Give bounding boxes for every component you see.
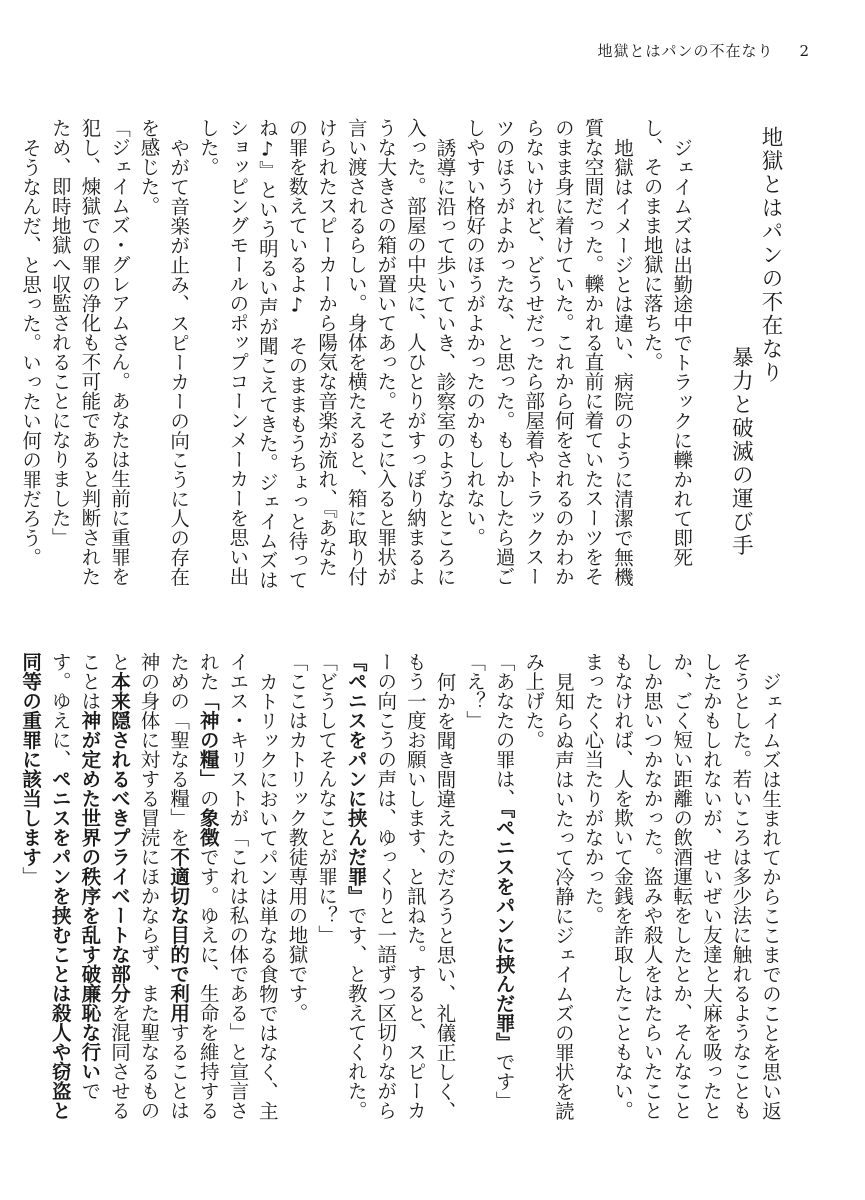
paragraph: ジェイムズは生まれてからここまでのことを思い返そうとした。若いころは多少法に触れるようなこともしたかもしれないが、せいぜい友達と大麻を吸ったとか、ごく短い距離の飲酒運転をしたとか、そんなことしか思いつかなかった。盗みや殺人をはたらいたこともなければ、人を欺いて金銭を詐取したこともない。まったく心当たりがなかった。 xyxy=(581,652,782,1120)
bold-phrase: 「神の糧」 xyxy=(196,691,220,789)
dialogue-paragraph xyxy=(489,652,519,1134)
dialogue-paragraph: 「ここはカトリック教徒専用の地獄です。 xyxy=(285,652,309,1023)
dialogue-paragraph: 「ジェイムズ・グレアムさん。あなたは生前に重罪を犯し、煉獄での罪の浄化も不可能であると判断されたため、即時地獄へ収監されることになりました」 xyxy=(48,118,131,586)
paragraph: 地獄はイメージとは違い、病院のように清潔で無機質な空間だった。轢かれる直前に着ていたスーツをそのまま身に着けていた。これから何をされるのかわからないけれど、どうせだったら部屋着やトラックスーツのほうがよかったな、と思った。もしかしたら過ごしやすい格好のほうがよかったのかもしれない。 xyxy=(463,118,635,586)
bold-phrase: 本来隠されるべきプライベートな部分 xyxy=(107,671,131,1003)
text-band-top xyxy=(19,118,785,592)
text-run: です、と教えてくれた。 xyxy=(344,905,368,1120)
text-run: 何かを聞き間違えたのだろうと思い、礼儀正しく、もう一度お願いします、と訊ねた。すると、スピーカーの向こうの声は、ゆっくりと一語ずつ区切りながら xyxy=(374,652,457,1120)
text-run: です」 xyxy=(492,1051,516,1111)
page-number: 2 xyxy=(799,42,810,60)
running-header xyxy=(597,40,810,61)
paragraph: そうなんだ、と思った。いったい何の罪だろう。 xyxy=(19,137,43,567)
paragraph: ジェイムズは出勤途中でトラックに轢かれて即死し、そのまま地獄に落ちた。 xyxy=(640,118,694,567)
text-run: の xyxy=(196,788,220,808)
paragraph xyxy=(341,652,459,1134)
text-band-bottom xyxy=(19,652,785,1134)
bold-phrase: ペニスをパンを挟むことは殺人や窃盗と同等の重罪に該当します xyxy=(19,652,72,1120)
bold-phrase: 神が定めた世界の秩序を乱す破廉恥な行い xyxy=(78,710,102,1081)
running-title: 地獄とはパンの不在なり xyxy=(597,42,774,60)
text-run: することは神の身体に対する冒涜にほかならず、また聖なるものと xyxy=(107,652,191,1120)
bold-phrase: 象徴 xyxy=(196,808,220,847)
story-title: 地獄とはパンの不在なり xyxy=(758,126,783,385)
text-run: を混同させることは xyxy=(78,652,131,1120)
story-title-block xyxy=(755,118,785,592)
paragraph: 見知らぬ声はいたって冷静にジェイムズの罪状を読み上げた。 xyxy=(522,652,575,1120)
text-run: カトリックにおいてパンは単なる食物ではなく、主イエス・キリストが「これは私の体である」と宣言された xyxy=(196,652,279,1120)
text-run: です。ゆえに、生命を維持するための「聖なる糧」を xyxy=(167,652,220,1120)
bold-phrase: 不適切な目的で利用 xyxy=(167,847,191,1023)
paragraph: やがて音楽が止み、スピーカーの向こうに人の存在を感じた。 xyxy=(137,118,191,586)
story-subtitle: 暴力と破滅の運び手 xyxy=(728,346,754,558)
spacer xyxy=(696,118,726,592)
story-subtitle-block xyxy=(726,118,756,592)
text-run: 「あなたの罪は、 xyxy=(492,652,516,808)
paragraph xyxy=(16,652,282,1134)
text-run: 」 xyxy=(19,866,43,886)
dialogue-paragraph: 「え？」 xyxy=(463,652,487,730)
bold-phrase: 『ペニスをパンに挟んだ罪』 xyxy=(344,652,368,906)
dialogue-paragraph: 「どうしてそんなことが罪に？」 xyxy=(315,652,339,945)
text-run: です。ゆえに、 xyxy=(48,652,102,1101)
bold-phrase: 『ペニスをパンに挟んだ罪』 xyxy=(492,808,516,1052)
paragraph: 誘導に沿って歩いていき、診察室のようなところに入った。部屋の中央に、人ひとりがすっぽり納まるような大きさの箱が置いてあった。そこに入ると罪状が言い渡されるらしい。身体を横たえると、箱に取り付けられたスピーカーから陽気な音楽が流れ、『あなたの罪を数えているよ♪ そのままもうちょっと待ってね♪』という明るい声が聞こえてきた。ジェイムズはショッピングモールのポップコーンメーカーを思い出した。 xyxy=(196,118,457,590)
